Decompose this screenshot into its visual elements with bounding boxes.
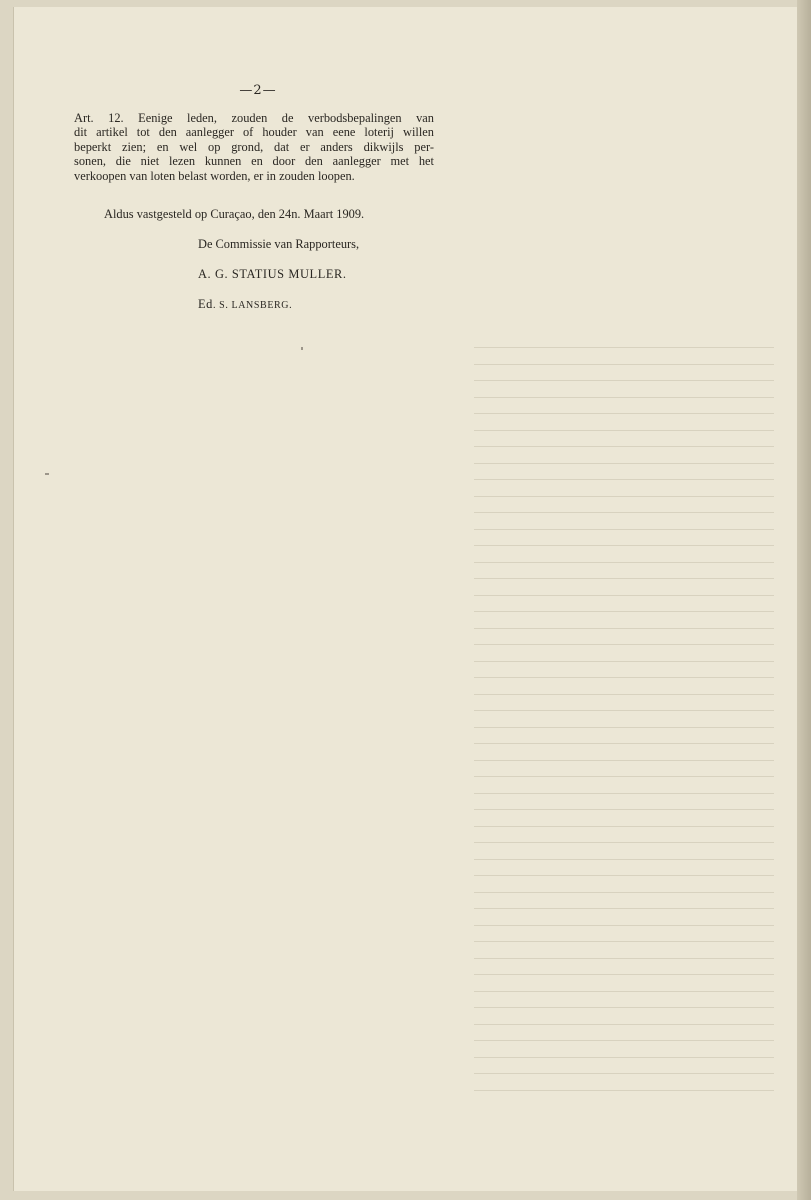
speck (301, 347, 303, 350)
article-12-paragraph (74, 111, 434, 183)
signatory-2 (198, 297, 292, 312)
article-line: Art. 12. Eenige leden, zouden de verbodsbepalingen van (74, 111, 434, 125)
bleed-through-reverse (454, 7, 794, 1187)
speck (45, 473, 49, 475)
document-page (13, 7, 804, 1191)
signatory-2-prefix: Ed (198, 297, 213, 311)
article-line: sonen, die niet lezen kunnen en door den aanlegger met het (74, 154, 434, 169)
closing-place-date: Aldus vastgesteld op Curaçao, den 24n. Maart 1909. (104, 207, 365, 221)
signatory-2-rest: . S. LANSBERG. (212, 300, 293, 311)
commission-title: De Commissie van Rapporteurs, (198, 237, 360, 251)
article-line: dit artikel tot den aanlegger of houder van eene loterij willen (74, 125, 434, 140)
page-fold-edge (797, 0, 811, 1200)
page-number: —2— (239, 83, 277, 98)
article-line: beperkt zien; en wel op grond, dat er anders dikwijls per- (74, 139, 434, 154)
signatory-1: A. G. STATIUS MULLER. (198, 267, 347, 281)
article-line: verkoopen van loten belast worden, er in zouden loopen. (74, 168, 355, 183)
